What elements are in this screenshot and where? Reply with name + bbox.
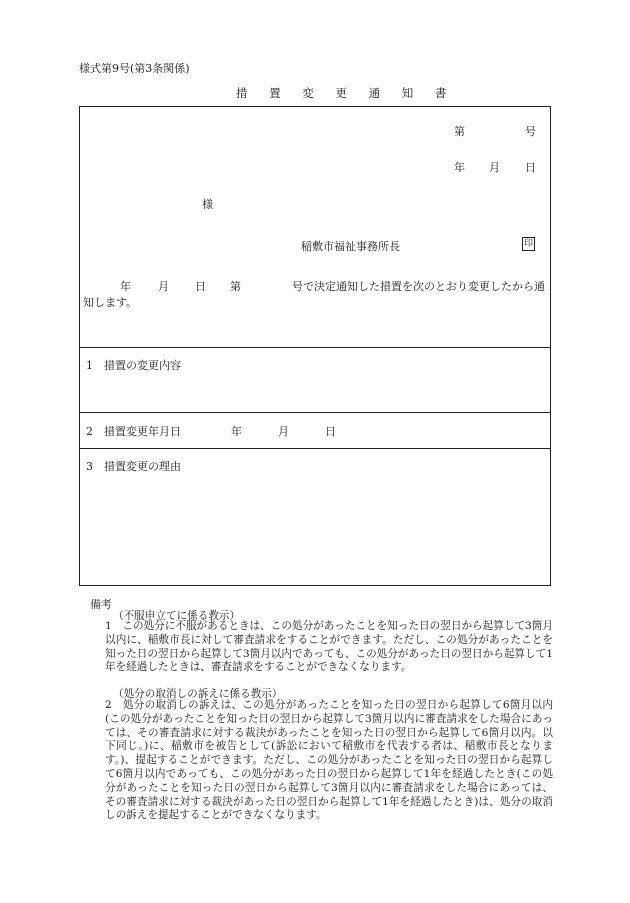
seal-mark: 印 — [523, 239, 533, 249]
change-date-month: 月 — [278, 425, 289, 438]
addressee-suffix: 様 — [202, 198, 213, 211]
body-text: 号で決定通知した措置を次のとおり変更したから通知します。 — [83, 280, 545, 309]
change-date-day: 日 — [325, 425, 336, 438]
change-contents-label: 1 措置の変更内容 — [86, 359, 181, 372]
issuer-name: 稲敷市福祉事務所長 — [301, 240, 400, 253]
document-title: 措 置 変 更 通 知 書 — [236, 86, 456, 100]
remarks-heading: 備考 — [90, 598, 112, 611]
number-prefix: 第 — [454, 125, 465, 138]
number-suffix: 号 — [525, 125, 536, 138]
change-date-year: 年 — [231, 425, 242, 438]
change-reason-label: 3 措置変更の理由 — [86, 460, 181, 473]
form-table — [79, 106, 551, 586]
appeal-notice-heading: （不服申立てに係る教示） — [113, 610, 241, 622]
body-year: 年 — [120, 280, 131, 293]
appeal-notice-text: 1 この処分に不服があるときは、この処分があったことを知った日の翌日から起算して3箇月以内に、稲敷市長に対して審査請求をすることができます。ただし、この処分があったことを知った日の翌日から起算して3箇月以内であっても、この処分があった日の翌日から起算して1年を経過したときは、審査請求をすることができなくなります。 — [105, 620, 553, 674]
lawsuit-notice-heading: （処分の取消しの訴えに係る教示） — [113, 688, 283, 700]
date-day: 日 — [525, 161, 536, 174]
divider — [80, 412, 550, 413]
form-number: 様式第9号(第3条関係) — [79, 62, 190, 75]
body-month: 月 — [158, 280, 169, 293]
divider — [80, 347, 550, 348]
body-day: 日 — [195, 280, 206, 293]
notice-body — [83, 279, 545, 311]
divider — [80, 448, 550, 449]
date-month: 月 — [489, 161, 500, 174]
date-year: 年 — [454, 161, 465, 174]
change-date-label: 2 措置変更年月日 — [86, 425, 181, 438]
lawsuit-notice-text: 2 処分の取消しの訴えは、この処分があったことを知った日の翌日から起算して6箇月以内(この処分があったことを知った日の翌日から起算して3箇月以内に審査請求をした場合にあっては、その審査請求に対する裁決があったことを知った日の翌日から起算して6箇月以内。以下同じ。)に、稲敷市を被告として(訴訟において稲敷市を代表する者は、稲敷市長となります。)、提起することができます。ただし、この処分があったことを知った日の翌日から起算して6箇月以内であっても、この処分があった日の翌日から起算して1年を経過したとき(この処分があったことを知った日の翌日から起算して3箇月以内に審査請求をした場合にあっては、その審査請求に対する裁決があった日の翌日から起算して1年を経過したとき)は、処分の取消しの訴えを提起することができなくなります。 — [105, 699, 553, 822]
body-number-prefix: 第 — [230, 280, 241, 293]
